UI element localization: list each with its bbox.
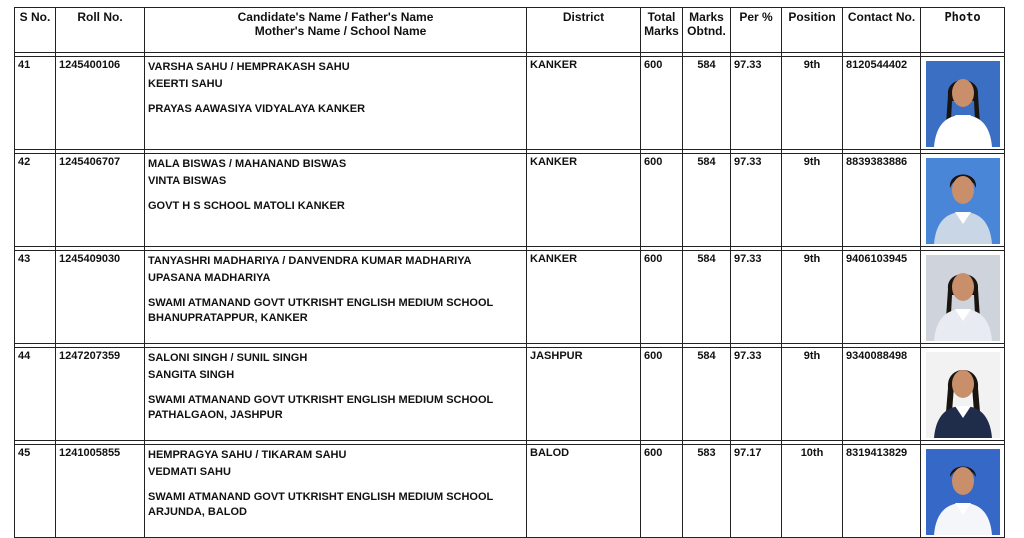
header-roll: Roll No.: [56, 8, 145, 53]
cell-position: 9th: [782, 154, 843, 247]
header-row: [15, 8, 1005, 53]
cell-marks-obtained: 584: [683, 57, 731, 150]
cell-total-marks: 600: [641, 445, 683, 538]
school-name: PRAYAS AAWASIYA VIDYALAYA KANKER: [148, 103, 366, 115]
header-total: Total Marks: [641, 8, 683, 53]
cell-contact: 9340088498: [843, 348, 921, 441]
header-position: Position: [782, 8, 843, 53]
cell-total-marks: 600: [641, 154, 683, 247]
cell-contact: 8319413829: [843, 445, 921, 538]
cell-contact: 8120544402: [843, 57, 921, 150]
merit-list-table: [14, 7, 1005, 538]
candidate-father-name: MALA BISWAS / MAHANAND BISWAS: [148, 158, 347, 170]
candidate-father-name: SALONI SINGH / SUNIL SINGH: [148, 352, 308, 364]
cell-sno: 41: [15, 57, 56, 150]
student-photo: [926, 255, 1000, 341]
student-photo: [926, 449, 1000, 535]
cell-contact: 8839383886: [843, 154, 921, 247]
header-name: [145, 8, 527, 53]
cell-contact: 9406103945: [843, 251, 921, 344]
cell-district: KANKER: [527, 57, 641, 150]
mother-name: SANGITA SINGH: [148, 369, 235, 381]
mother-name: VINTA BISWAS: [148, 175, 227, 187]
header-district: District: [527, 8, 641, 53]
student-photo: [926, 352, 1000, 438]
header-per: Per %: [731, 8, 782, 53]
cell-name-block: [145, 57, 527, 150]
header-name-line1: Candidate's Name / Father's Name: [237, 10, 434, 24]
cell-marks-obtained: 583: [683, 445, 731, 538]
table-row: [15, 154, 1005, 247]
cell-percentage: 97.17: [731, 445, 782, 538]
student-photo: [926, 158, 1000, 244]
cell-photo: [921, 251, 1005, 344]
cell-roll: 1245409030: [56, 251, 145, 344]
cell-district: KANKER: [527, 251, 641, 344]
school-name: SWAMI ATMANAND GOVT UTKRISHT ENGLISH MEDIUM SCHOOL ARJUNDA, BALOD: [148, 491, 494, 518]
header-name-line2: Mother's Name / School Name: [254, 24, 427, 38]
cell-roll: 1241005855: [56, 445, 145, 538]
table-row: [15, 251, 1005, 344]
cell-marks-obtained: 584: [683, 251, 731, 344]
cell-roll: 1245400106: [56, 57, 145, 150]
cell-total-marks: 600: [641, 57, 683, 150]
cell-position: 9th: [782, 251, 843, 344]
cell-district: BALOD: [527, 445, 641, 538]
cell-marks-obtained: 584: [683, 154, 731, 247]
cell-district: KANKER: [527, 154, 641, 247]
cell-roll: 1247207359: [56, 348, 145, 441]
cell-photo: [921, 57, 1005, 150]
cell-position: 10th: [782, 445, 843, 538]
school-name: SWAMI ATMANAND GOVT UTKRISHT ENGLISH MEDIUM SCHOOL BHANUPRATAPPUR, KANKER: [148, 297, 494, 324]
cell-photo: [921, 348, 1005, 441]
candidate-father-name: VARSHA SAHU / HEMPRAKASH SAHU: [148, 61, 350, 73]
table-body: [15, 53, 1005, 538]
cell-photo: [921, 445, 1005, 538]
candidate-father-name: HEMPRAGYA SAHU / TIKARAM SAHU: [148, 449, 347, 461]
cell-total-marks: 600: [641, 348, 683, 441]
cell-sno: 45: [15, 445, 56, 538]
mother-name: KEERTI SAHU: [148, 78, 223, 90]
cell-name-block: [145, 251, 527, 344]
mother-name: UPASANA MADHARIYA: [148, 272, 271, 284]
header-sno: S No.: [15, 8, 56, 53]
table-row: [15, 348, 1005, 441]
cell-marks-obtained: 584: [683, 348, 731, 441]
cell-roll: 1245406707: [56, 154, 145, 247]
header-photo: Photo: [921, 8, 1005, 53]
cell-percentage: 97.33: [731, 251, 782, 344]
school-name: GOVT H S SCHOOL MATOLI KANKER: [148, 200, 345, 212]
mother-name: VEDMATI SAHU: [148, 466, 231, 478]
cell-position: 9th: [782, 348, 843, 441]
cell-name-block: [145, 348, 527, 441]
header-contact: Contact No.: [843, 8, 921, 53]
cell-percentage: 97.33: [731, 154, 782, 247]
cell-district: JASHPUR: [527, 348, 641, 441]
header-obtained: Marks Obtnd.: [683, 8, 731, 53]
cell-position: 9th: [782, 57, 843, 150]
cell-photo: [921, 154, 1005, 247]
cell-name-block: [145, 445, 527, 538]
candidate-father-name: TANYASHRI MADHARIYA / DANVENDRA KUMAR MADHARIYA: [148, 255, 472, 267]
school-name: SWAMI ATMANAND GOVT UTKRISHT ENGLISH MEDIUM SCHOOL PATHALGAON, JASHPUR: [148, 394, 494, 421]
cell-percentage: 97.33: [731, 348, 782, 441]
cell-sno: 44: [15, 348, 56, 441]
cell-name-block: [145, 154, 527, 247]
table-row: [15, 57, 1005, 150]
cell-sno: 43: [15, 251, 56, 344]
student-photo: [926, 61, 1000, 147]
table-row: [15, 445, 1005, 538]
cell-sno: 42: [15, 154, 56, 247]
cell-percentage: 97.33: [731, 57, 782, 150]
cell-total-marks: 600: [641, 251, 683, 344]
